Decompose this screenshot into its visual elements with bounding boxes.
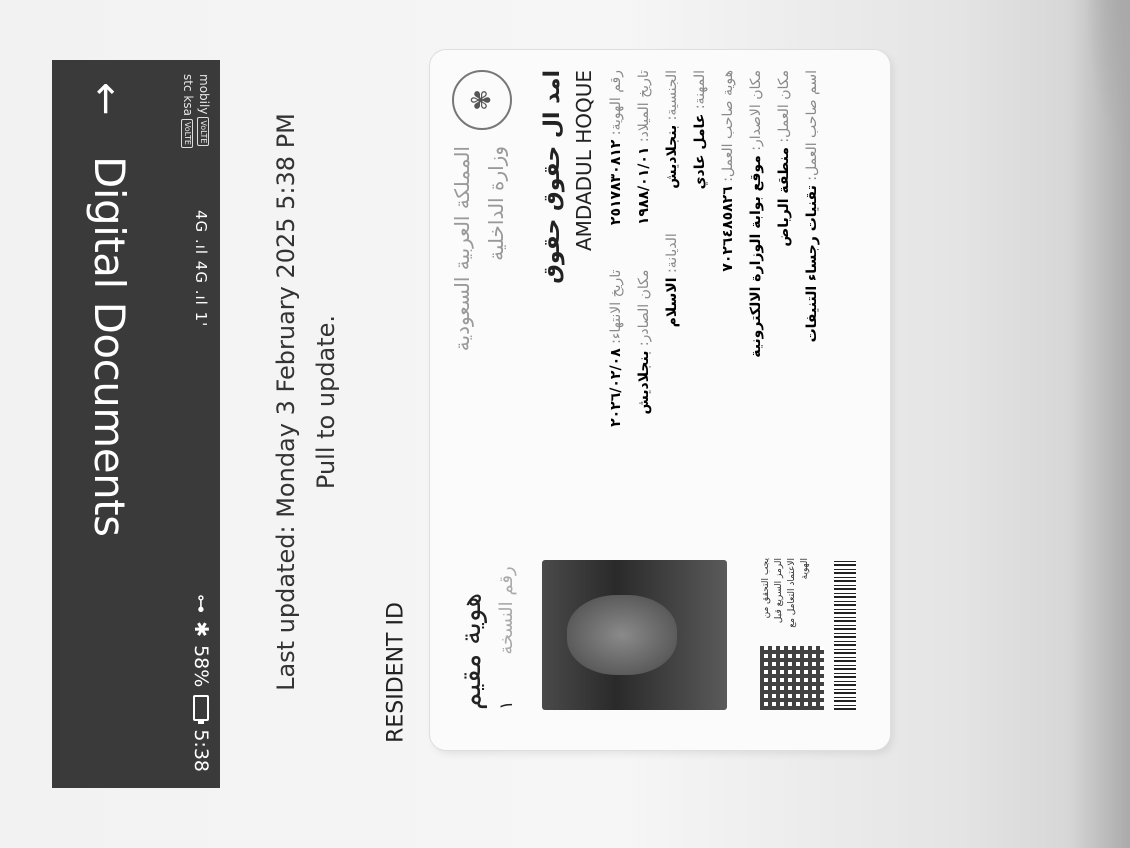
card-type: هوية مقيم	[454, 592, 487, 710]
id-number: ٢٥١٧٨٣٠٨١٢	[608, 139, 624, 226]
employer-id-label: هوية صاحب العمل:	[720, 70, 736, 182]
carrier-info	[180, 74, 212, 148]
issuing-place-row	[748, 70, 764, 358]
signal-icons: 4G .ıl 4G .ıl 1'	[192, 210, 210, 328]
issue-place: بنجلاديش	[636, 350, 652, 415]
id-number-row	[608, 70, 624, 427]
holder-name-ar: امد ال حقوق حقوق	[540, 70, 565, 284]
app-bar	[52, 60, 220, 788]
religion: الاسلام	[664, 277, 680, 328]
status-right	[190, 594, 212, 772]
last-updated-text: Last updated: Monday 3 February 2025 5:38 PM	[272, 113, 300, 691]
face	[567, 595, 677, 675]
clock: 5:38	[190, 729, 212, 772]
nationality: بنجلاديش	[664, 124, 680, 189]
verify-note: يجب التحقق من الرمز السريع قبل الاعتماد التعامل مع الهوية	[761, 558, 810, 628]
expiry-date: ٢٠٢٦/٠٢/٠٨	[608, 348, 624, 427]
dob-row	[636, 70, 652, 415]
ministry-label: وزارة الداخلية	[484, 146, 508, 261]
employer-name-row	[804, 70, 820, 342]
kingdom-calligraphy: المملكة العربية السعودية	[450, 146, 474, 352]
section-label: RESIDENT ID	[383, 602, 409, 743]
copy-number: ١	[496, 700, 517, 710]
nav-row	[60, 60, 160, 788]
barcode	[834, 560, 856, 710]
issue-place-label: مكان الصادر:	[636, 269, 652, 347]
copy-label: رقم النسخة	[496, 566, 517, 655]
battery-icon	[193, 695, 209, 721]
volte-badge: VoLTE	[182, 119, 194, 148]
dob-label: تاريخ الميلاد:	[636, 70, 652, 143]
employer-name: تقنيات رجساء التنيفات	[804, 185, 820, 343]
status-bar	[168, 60, 220, 788]
key-icon: ⊶	[190, 594, 212, 614]
work-place-row	[776, 70, 792, 247]
dob: ١٩٨٨/٠١/٠١	[636, 146, 652, 226]
work-place: منطقة الرياض	[776, 147, 792, 247]
nationality-row	[664, 70, 680, 327]
battery-percent: 58%	[190, 645, 212, 688]
expiry-label: تاريخ الانتهاء:	[608, 269, 624, 344]
qr-code-icon[interactable]	[760, 646, 824, 710]
holder-photo	[542, 560, 727, 710]
update-block	[258, 110, 338, 690]
work-place-label: مكان العمل:	[776, 70, 792, 143]
volte-badge: VoLTE	[198, 117, 210, 146]
issuing-place-label: مكان الاصدار:	[748, 70, 764, 151]
employer-name-label: اسم صاحب العمل:	[804, 70, 820, 181]
bluetooth-icon: ✱	[190, 621, 212, 638]
profession: عامل عادي	[692, 113, 708, 190]
employer-id-row	[720, 70, 736, 272]
carrier-name-2: stc ksa	[181, 74, 195, 116]
holder-name-en: AMDADUL HOQUE	[572, 70, 596, 252]
carrier-name-1: mobily	[197, 74, 211, 115]
profession-label: المهنة:	[692, 70, 708, 110]
card-content	[430, 50, 890, 750]
nationality-label: الجنسية:	[664, 70, 680, 121]
card-inner	[430, 50, 890, 750]
issuing-place: موقع بوابة الوزارة الالكترونية	[748, 155, 764, 358]
employer-id: ٧٠٢٦٤٨٥٨٢٦	[720, 186, 736, 272]
saudi-emblem-icon: ✾	[452, 70, 512, 130]
back-arrow-icon[interactable]: ←	[83, 82, 129, 116]
copy-number-row	[496, 566, 517, 710]
resident-id-card[interactable]	[430, 50, 890, 750]
religion-label: الديانة:	[664, 233, 680, 273]
id-number-label: رقم الهوية:	[608, 70, 624, 136]
pull-to-update-text: Pull to update.	[312, 314, 340, 490]
page-title: Digital Documents	[85, 156, 134, 537]
profession-row	[692, 70, 708, 189]
